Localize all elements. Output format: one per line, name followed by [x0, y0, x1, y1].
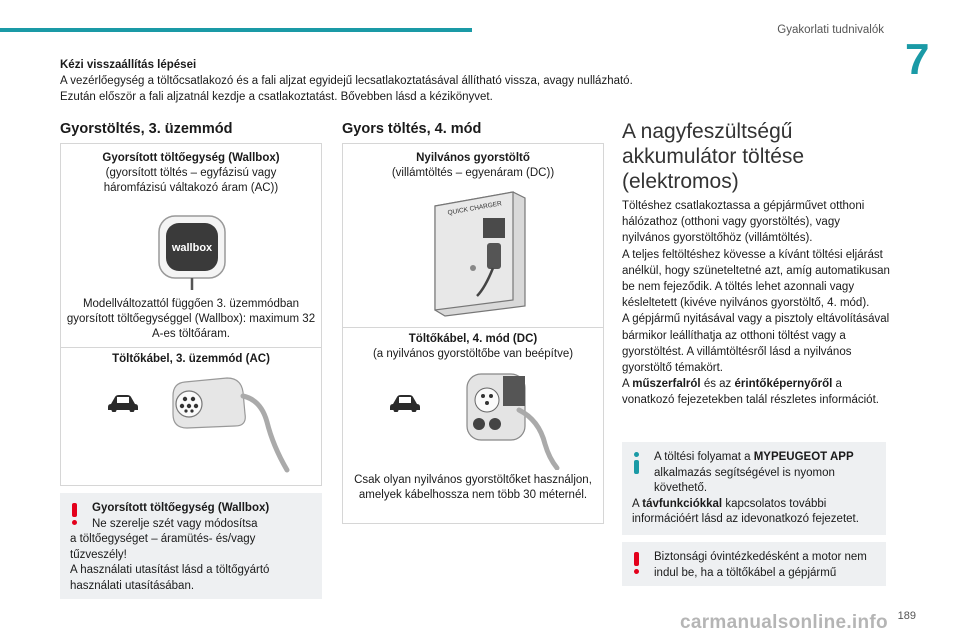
wallbox-illustration: [157, 214, 227, 292]
warning-line-1: Ne szerelje szét vagy módosítsa: [92, 517, 258, 530]
watermark: carmanualsonline.info: [680, 612, 888, 633]
quick-charger-sign: QUICK CHARGER: [447, 200, 503, 217]
chapter-number: 7: [905, 35, 930, 84]
paragraph-4: A műszerfalról és az érintőképernyőről a vonatkozó fejezetekben talál részletes információt.: [622, 378, 879, 407]
warning-exclamation-icon-2: [634, 552, 640, 574]
info-line-remote: A távfunkciókkal kapcsolatos további információért lásd az idevonatkozó fejezetet.: [632, 497, 859, 525]
car-icon-dc: [389, 394, 421, 412]
paragraph-1: Töltéshez csatlakoztassa a gépjárművet otthoni hálózathoz (otthoni vagy gyorstöltés), vagy nyilvános gyorstöltőhöz (villámtöltés).: [622, 200, 865, 245]
car-icon: [107, 394, 139, 412]
mode4-heading: Gyors töltés, 4. mód: [342, 121, 482, 137]
warning-exclamation-icon: [72, 503, 78, 525]
quick-charger-note: Csak olyan nyilvános gyorstöltőket használjon, amelyek kábelhossza nem több 30 méternél.: [354, 474, 592, 501]
info-icon: [634, 452, 640, 474]
quick-charger-subtitle: (villámtöltés – egyenáram (DC)): [391, 167, 555, 179]
warning-line-3: A használati utasítást lásd a töltőgyártó használati utasításában.: [70, 564, 270, 592]
wallbox-subtitle: (gyorsított töltés – egyfázisú vagy háromfázisú váltakozó áram (AC)): [103, 167, 279, 194]
safety-warning-text: Biztonsági óvintézkedésként a motor nem indul be, ha a töltőkábel a gépjármű: [654, 551, 867, 579]
warning-title: Gyorsított töltőegység (Wallbox): [92, 502, 270, 514]
page-number: 189: [897, 610, 916, 622]
reset-instructions: [60, 57, 760, 105]
safety-warning: [622, 542, 886, 586]
wallbox-description: Modellváltozattól függően 3. üzemmódban gyorsított töltőegységgel (Wallbox): maximum 32 A-es töltőáram.: [66, 298, 316, 340]
header-accent-bar: [0, 28, 472, 32]
mode4-cable-subtitle: (a nyilvános gyorstöltőbe van beépítve): [372, 348, 574, 360]
mode4-cable-title: Töltőkábel, 4. mód (DC): [408, 333, 538, 345]
type2-plug-illustration: [165, 374, 290, 474]
wallbox-logo-text: wallbox: [171, 242, 213, 254]
reset-line-2: Ezután először a fali aljzatnál kezdje a csatlakoztatást. Bővebben lásd a kézikönyvet.: [60, 91, 493, 103]
quick-charger-illustration: [429, 188, 529, 318]
paragraph-2: A teljes feltöltéshez kövesse a kívánt töltési eljárást anélkül, hogy szüneteltetné azt, amíg automatikusan be nem fejeződik. A töltés lehet azonnali vagy késleltetett (kivéve nyilvános gyorstöltő, 4. mód).: [622, 248, 890, 310]
quick-charger-box: [342, 143, 604, 524]
mode3-heading: Gyorstöltés, 3. üzemmód: [60, 121, 233, 137]
app-info-note: [622, 442, 886, 535]
wallbox-box: [60, 143, 322, 486]
wallbox-title: Gyorsított töltőegység (Wallbox): [102, 152, 280, 164]
wallbox-warning: [60, 493, 322, 599]
reset-line-1: A vezérlőegység a töltőcsatlakozó és a fali aljzat egyidejű lecsatlakoztatásával állítható vissza, avagy nullázható.: [60, 75, 633, 87]
ccs-plug-illustration: [453, 370, 563, 470]
battery-charging-body: [622, 198, 890, 409]
warning-line-2: a töltőegységet – áramütés- és/vagy tűzveszély!: [70, 533, 256, 561]
paragraph-3: A gépjármű nyitásával vagy a pisztoly eltávolításával bármikor leállíthatja az otthoni töltést vagy a gyorstöltést. A villámtöltésről lásd a nyilvános gyorstöltő témakört.: [622, 313, 890, 375]
info-line-app: A töltési folyamat a MYPEUGEOT APP alkalmazás segítségével is nyomon követhető.: [654, 451, 854, 494]
battery-charging-title: A nagyfeszültségű akkumulátor töltése (elektromos): [622, 120, 805, 193]
reset-heading: Kézi visszaállítás lépései: [60, 59, 197, 71]
mode3-cable-title: Töltőkábel, 3. üzemmód (AC): [112, 353, 270, 365]
section-title: Gyakorlati tudnivalók: [777, 24, 884, 36]
quick-charger-title: Nyilvános gyorstöltő: [416, 152, 530, 164]
